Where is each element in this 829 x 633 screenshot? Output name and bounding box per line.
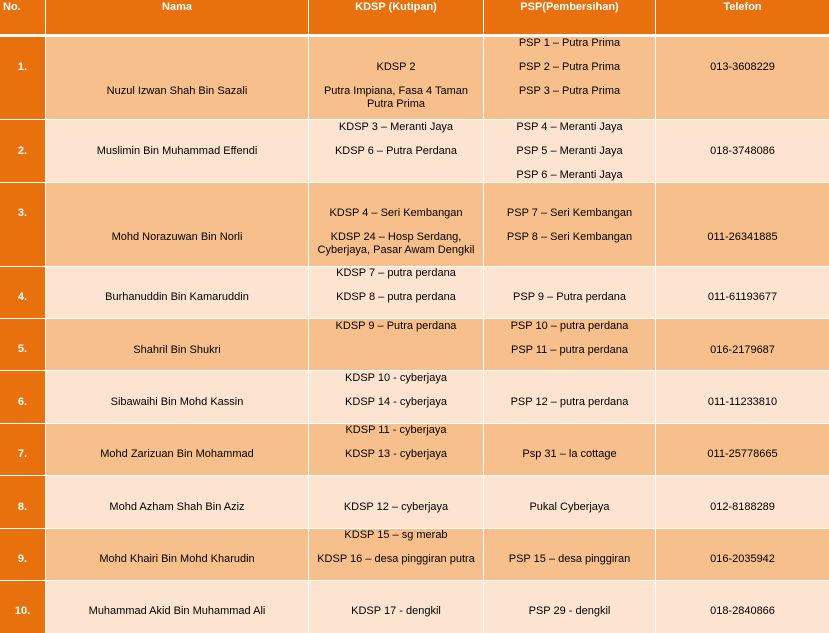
row-kdsp: KDSP 4 – Seri Kembangan KDSP 24 – Hosp Serdang, Cyberjaya, Pasar Awam Dengkil — [309, 183, 483, 266]
row-kdsp: KDSP 3 – Meranti Jaya KDSP 6 – Putra Perdana — [309, 120, 483, 182]
table-row — [0, 37, 829, 119]
row-psp: Psp 31 – la cottage — [484, 424, 655, 475]
table-header — [0, 0, 829, 34]
header-psp: PSP(Pembersihan) — [520, 1, 619, 13]
row-number: 7. — [0, 424, 45, 475]
row-kdsp: KDSP 11 - cyberjaya KDSP 13 - cyberjaya — [309, 424, 483, 475]
table-row — [0, 120, 829, 182]
row-nama: Burhanuddin Bin Kamaruddin — [46, 267, 308, 318]
row-kdsp: KDSP 17 - dengkil — [309, 581, 483, 633]
table-row — [0, 371, 829, 423]
row-number: 6. — [0, 371, 45, 423]
header-no: No. — [3, 1, 21, 13]
row-psp: PSP 10 – putra perdana PSP 11 – putra perdana — [484, 319, 655, 370]
row-nama: Mohd Norazuwan Bin Norli — [46, 183, 308, 266]
row-nama: Sibawaihi Bin Mohd Kassin — [46, 371, 308, 423]
row-nama: Nuzul Izwan Shah Bin Sazali — [46, 37, 308, 119]
row-telefon: 016-2035942 — [656, 529, 829, 580]
header-kdsp: KDSP (Kutipan) — [355, 1, 437, 13]
row-telefon: 018-2840866 — [656, 581, 829, 633]
row-telefon: 018-3748086 — [656, 120, 829, 182]
row-psp: PSP 7 – Seri Kembangan PSP 8 – Seri Kembangan — [484, 183, 655, 266]
row-number: 4. — [0, 267, 45, 318]
header-telefon: Telefon — [723, 1, 762, 13]
row-psp: PSP 4 – Meranti Jaya PSP 5 – Meranti Jaya PSP 6 – Meranti Jaya — [484, 120, 655, 182]
row-psp: PSP 15 – desa pinggiran — [484, 529, 655, 580]
row-number: 8. — [0, 476, 45, 528]
row-telefon: 012-8188289 — [656, 476, 829, 528]
table-row — [0, 476, 829, 528]
row-telefon: 016-2179687 — [656, 319, 829, 370]
row-nama: Muhammad Akid Bin Muhammad Ali — [46, 581, 308, 633]
row-kdsp: KDSP 2 Putra Impiana, Fasa 4 Taman Putra Prima — [309, 37, 483, 119]
row-number: 1. — [0, 37, 45, 119]
table-row — [0, 183, 829, 266]
row-number: 9. — [0, 529, 45, 580]
row-psp: PSP 1 – Putra Prima PSP 2 – Putra Prima PSP 3 – Putra Prima — [484, 37, 655, 119]
table-row — [0, 267, 829, 318]
header-divider — [45, 0, 46, 34]
row-number: 5. — [0, 319, 45, 370]
row-psp: PSP 29 - dengkil — [484, 581, 655, 633]
row-psp: PSP 12 – putra perdana — [484, 371, 655, 423]
row-telefon: 011-26341885 — [656, 183, 829, 266]
row-nama: Shahril Bin Shukri — [46, 319, 308, 370]
row-nama: Mohd Khairi Bin Mohd Kharudin — [46, 529, 308, 580]
table-row — [0, 424, 829, 475]
row-kdsp: KDSP 10 - cyberjaya KDSP 14 - cyberjaya — [309, 371, 483, 423]
row-number: 3. — [0, 183, 45, 266]
row-telefon: 011-61193677 — [656, 267, 829, 318]
row-kdsp: KDSP 7 – putra perdana KDSP 8 – putra perdana — [309, 267, 483, 318]
row-telefon: 011-25778665 — [656, 424, 829, 475]
row-kdsp: KDSP 12 – cyberjaya — [309, 476, 483, 528]
row-nama: Muslimin Bin Muhammad Effendi — [46, 120, 308, 182]
header-divider — [308, 0, 309, 34]
row-number: 2. — [0, 120, 45, 182]
header-nama: Nama — [162, 1, 192, 13]
table-row — [0, 581, 829, 633]
row-kdsp: KDSP 9 – Putra perdana — [309, 319, 483, 370]
row-telefon: 013-3608229 — [656, 37, 829, 119]
row-nama: Mohd Azham Shah Bin Aziz — [46, 476, 308, 528]
table-row — [0, 319, 829, 370]
row-psp: PSP 9 – Putra perdana — [484, 267, 655, 318]
header-divider — [483, 0, 484, 34]
header-divider — [655, 0, 656, 34]
row-telefon: 011-11233810 — [656, 371, 829, 423]
row-nama: Mohd Zarizuan Bin Mohammad — [46, 424, 308, 475]
row-psp: Pukal Cyberjaya — [484, 476, 655, 528]
table-row — [0, 529, 829, 580]
row-kdsp: KDSP 15 – sg merab KDSP 16 – desa pinggiran putra — [309, 529, 483, 580]
row-number: 10. — [0, 581, 45, 633]
